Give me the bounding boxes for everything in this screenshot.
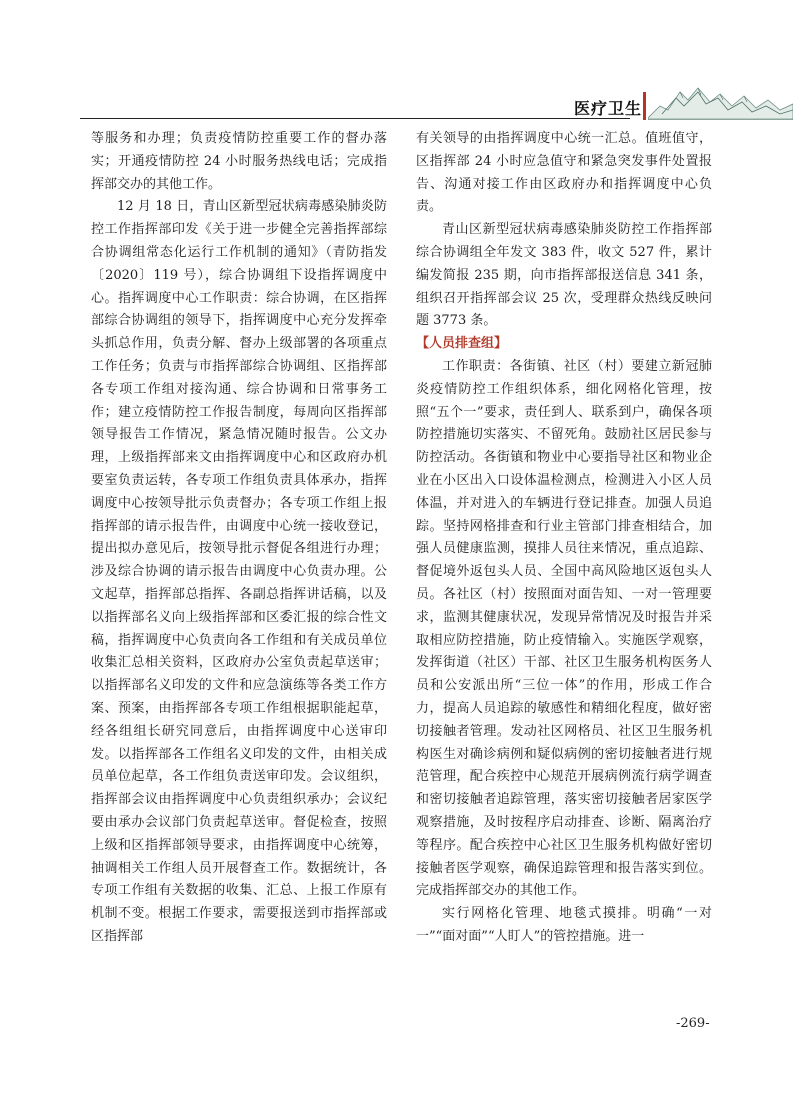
paragraph: 工作职责：各街镇、社区（村）要建立新冠肺炎疫情防控工作组织体系，细化网格化管理，按照“五个一”要求，责任到人、联系到户，确保各项防控措施切实落实、不留死角。鼓励社区居民参与防控活动。各街镇和物业中心要指导社区和物业企业在小区出入口设体温检测点，检测进入小区人员体温，并对进入的车辆进行登记排查。加强人员追踪。坚持网格排查和行业主管部门排查相结合，加强人员健康监测，摸排人员往来情况，重点追踪、督促境外返包头人员、全国中高风险地区返包头人员。各社区（村）按照面对面告知、一对一管理要求，监测其健康状况，发现异常情况及时报告并采取相应防控措施，防止疫情输入。实施医学观察，发挥街道（社区）干部、社区卫生服务机构医务人员和公安派出所“三位一体”的作用，形成工作合力，提高人员追踪的敏感性和精细化程度，做好密切接触者管理。发动社区网格员、社区卫生服务机构医生对确诊病例和疑似病例的密切接触者进行规范管理，配合疾控中心规范开展病例流行病学调查和密切接触者追踪管理，落实密切接触者居家医学观察措施，及时按程序启动排查、诊断、隔离治疗等程序。配合疾控中心社区卫生服务机构做好密切接触者医学观察，确保追踪管理和报告落实到位。完成指挥部交办的其他工作。 xyxy=(416,358,712,899)
section-heading: 【人员排查组】 xyxy=(416,336,508,352)
paragraph: 青山区新型冠状病毒感染肺炎防控工作指挥部综合协调组全年发文 383 件，收文 527 件，累计编发简报 235 期，向市指挥部报送信息 341 条，组织召开指挥部会议 25 次，受理群众热线反映问题 3773 条。 xyxy=(416,222,712,329)
header-rule xyxy=(80,118,630,119)
paragraph: 实行网格化管理、地毯式摸排。明确“一对一”“面对面”“人盯人”的管控措施。进一 xyxy=(416,906,712,944)
left-column xyxy=(91,128,387,949)
header-accent-bar xyxy=(643,92,646,120)
page-number: -269- xyxy=(676,1016,710,1031)
mountain-illustration-icon xyxy=(648,80,793,120)
paragraph: 等服务和办理；负责疫情防控重要工作的督办落实；开通疫情防控 24 小时服务热线电话；完成指挥部交办的其他工作。 xyxy=(91,131,387,192)
paragraph: 12 月 18 日，青山区新型冠状病毒感染肺炎防控工作指挥部印发《关于进一步健全完善指挥部综合协调组常态化运行工作机制的通知》（青防指发〔2020〕119 号），综合协调组下设指挥调度中心。指挥调度中心工作职责：综合协调，在区指挥部综合协调组的领导下，指挥调度中心充分发挥牵头抓总作用，负责分解、督办上级部署的各项重点工作任务；负责与市指挥部综合协调组、区指挥部各专项工作组对接沟通、综合协调和日常事务工作；建立疫情防控工作报告制度，每周向区指挥部领导报告工作情况，紧急情况随时报告。公文办理，上级指挥部来文由指挥调度中心和区政府办机要室负责运转，各专项工作组负责具体承办，指挥调度中心按领导批示负责督办；各专项工作组上报指挥部的请示报告件，由调度中心统一接收登记，提出拟办意见后，按领导批示督促各组进行办理；涉及综合协调的请示报告由调度中心负责办理。公文起草，指挥部总指挥、各副总指挥讲话稿，以及以指挥部名义向上级指挥部和区委汇报的综合性文稿，指挥调度中心负责向各工作组和有关成员单位收集汇总相关资料，区政府办公室负责起草送审；以指挥部名义印发的文件和应急演练等各类工作方案、预案，由指挥部各专项工作组根据职能起草，经各组组长研究同意后，由指挥调度中心送审印发。以指挥部各工作组名义印发的文件，由相关成员单位起草，各工作组负责送审印发。会议组织，指挥部会议由指挥调度中心负责组织承办；会议纪要由承办会议部门负责起草送审。督促检查，按照上级和区指挥部领导要求，由指挥调度中心统筹，抽调相关工作组人员开展督查工作。数据统计，各专项工作组有关数据的收集、汇总、上报工作原有机制不变。根据工作要求，需要报送到市指挥部或区指挥部 xyxy=(91,199,387,944)
paragraph: 有关领导的由指挥调度中心统一汇总。值班值守，区指挥部 24 小时应急值守和紧急突发事件处置报告、沟通对接工作由区政府办和指挥调度中心负责。 xyxy=(416,131,712,215)
page-header xyxy=(80,80,710,120)
section-title: 医疗卫生 xyxy=(574,99,643,118)
right-column xyxy=(416,128,712,949)
